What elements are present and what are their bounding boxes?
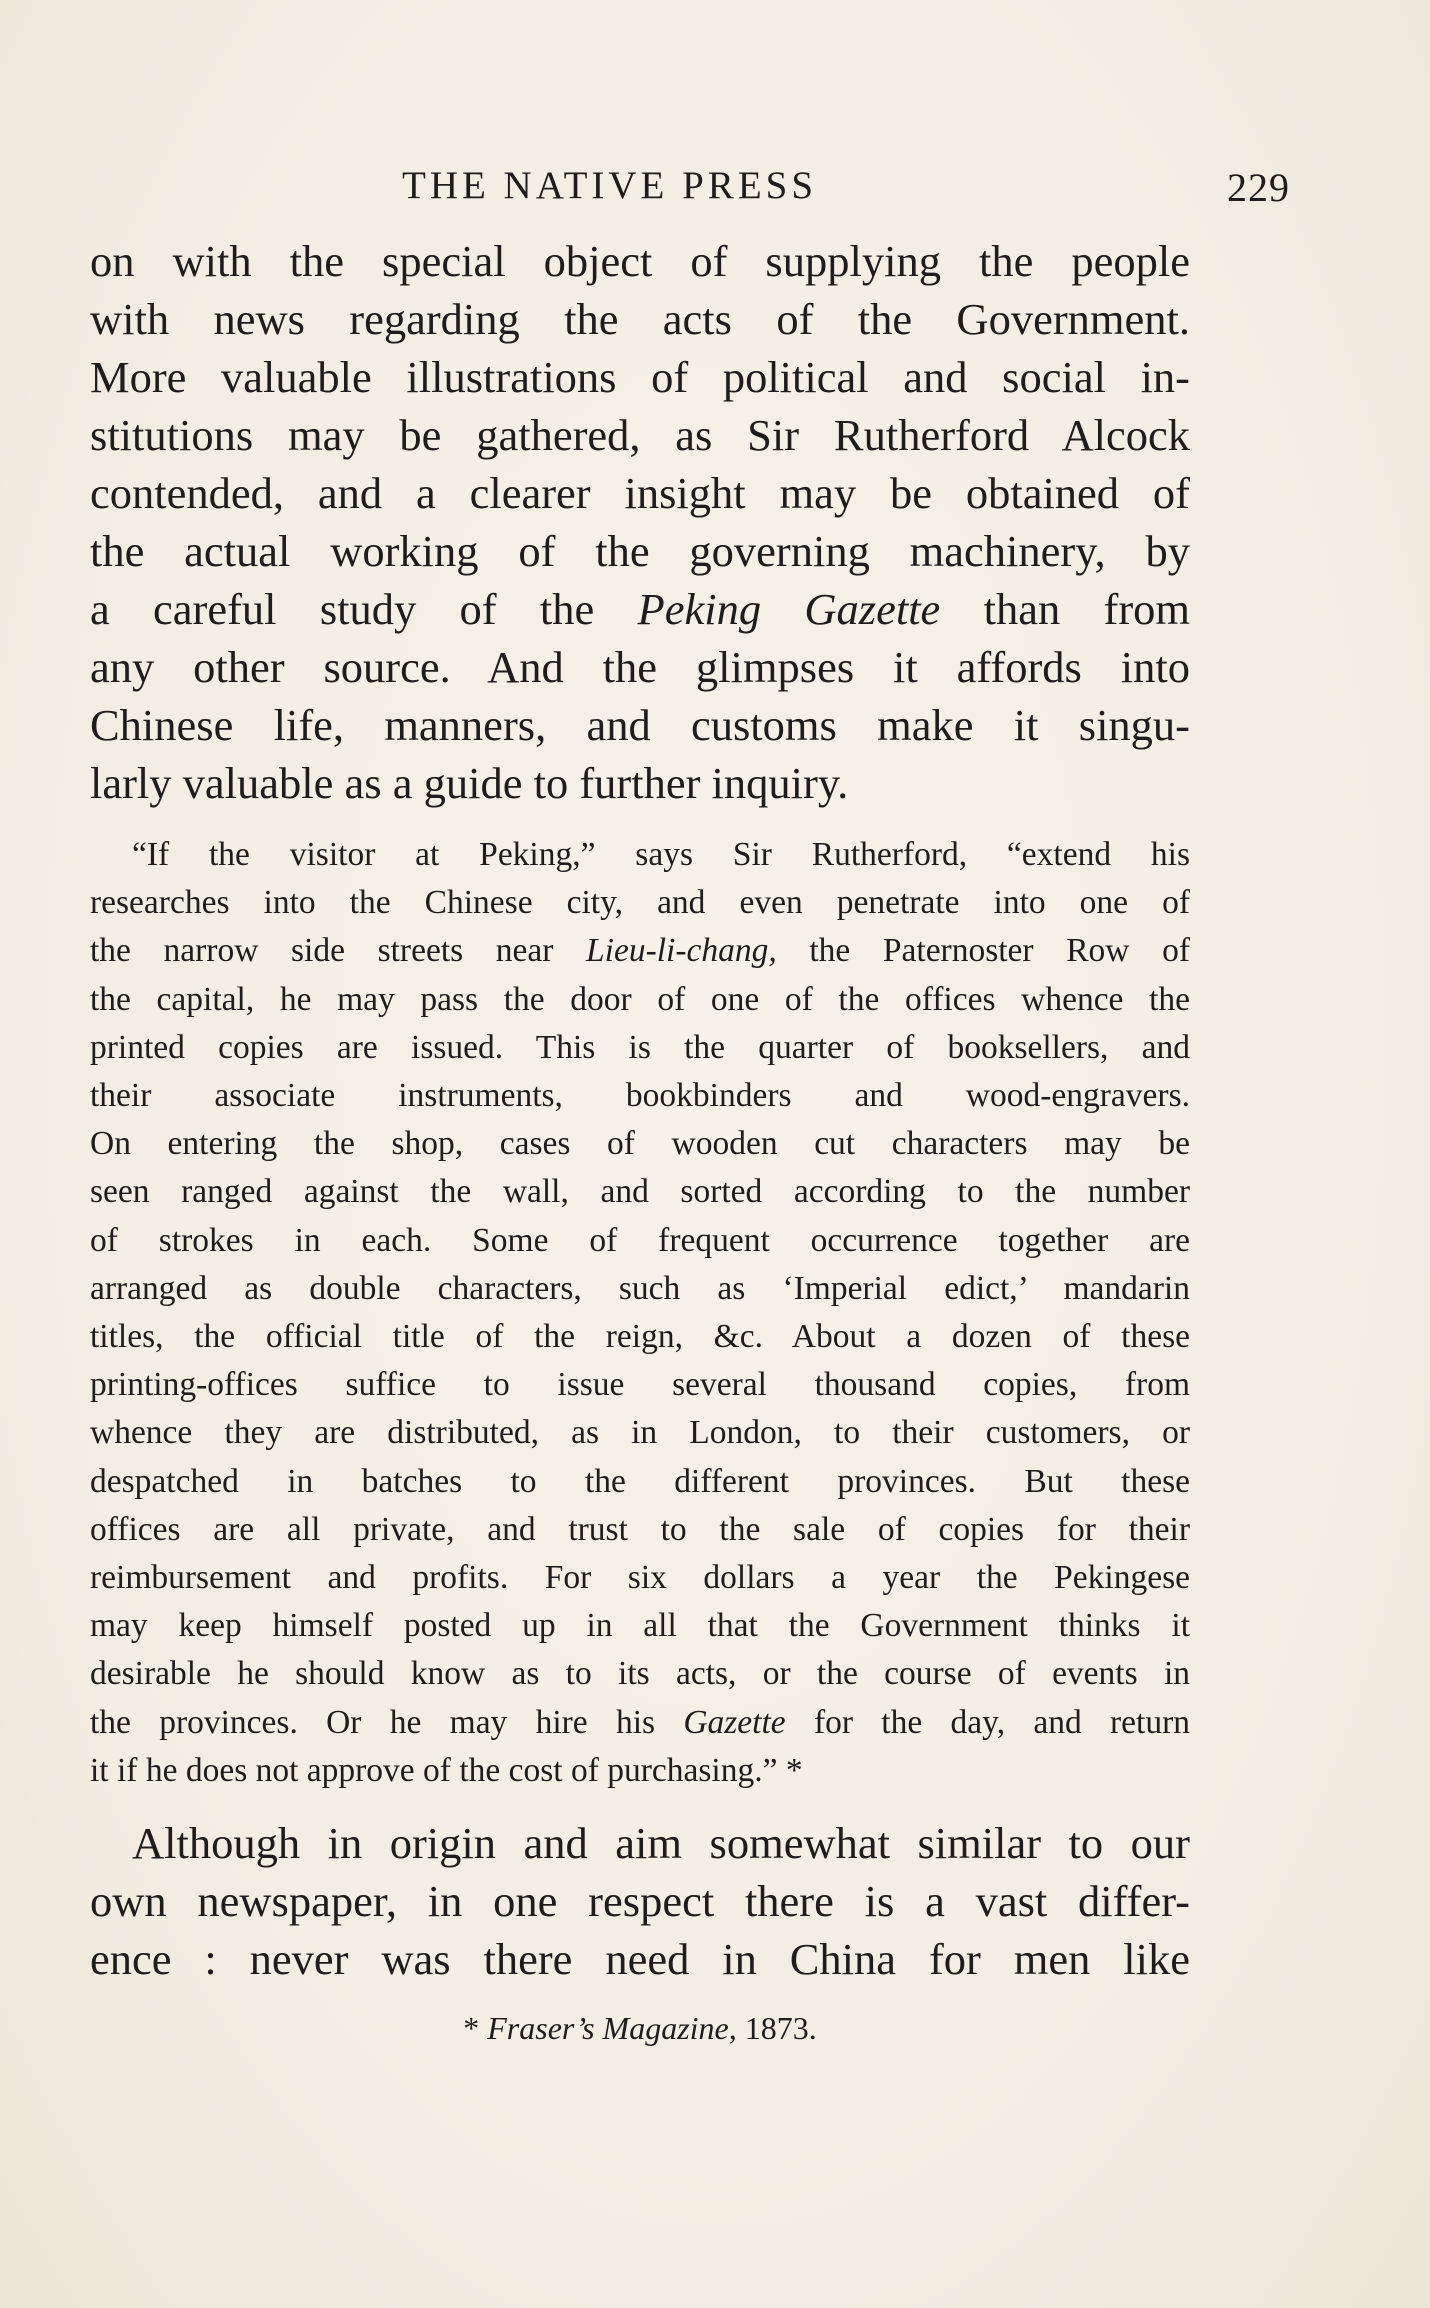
- text-segment: for the day, and return: [785, 1703, 1190, 1741]
- quote-line: On entering the shop, cases of wooden cut characters may be: [90, 1125, 1190, 1163]
- running-title: THE NATIVE PRESS: [402, 164, 818, 207]
- paragraph-continuation: [90, 232, 1190, 812]
- text-line: with news regarding the acts of the Government.: [90, 294, 1190, 344]
- quote-line: despatched in batches to the different provinces. But these: [90, 1462, 1190, 1500]
- italic-title-gazette: Gazette: [683, 1703, 786, 1741]
- text-line: own newspaper, in one respect there is a vast differ-: [90, 1876, 1190, 1926]
- page-number: 229: [1227, 165, 1290, 210]
- footnote-source-title: Fraser’s Magazine,: [487, 2010, 737, 2046]
- quote-line: [90, 1699, 1190, 1747]
- quote-line: desirable he should know as to its acts, or the course of events in: [90, 1655, 1190, 1693]
- quote-line: researches into the Chinese city, and even penetrate into one of: [90, 884, 1190, 922]
- italic-place-name: Lieu-li-chang,: [586, 932, 777, 970]
- quote-line: seen ranged against the wall, and sorted according to the number: [90, 1173, 1190, 1211]
- quote-line: arranged as double characters, such as ‘Imperial edict,’ mandarin: [90, 1269, 1190, 1307]
- quote-line: may keep himself posted up in all that the Government thinks it: [90, 1607, 1190, 1645]
- text-line: [90, 580, 1190, 638]
- text-segment: than from: [940, 584, 1190, 634]
- quote-line: of strokes in each. Some of frequent occurrence together are: [90, 1221, 1190, 1259]
- text-segment: the Paternoster Row of: [776, 932, 1190, 970]
- text-line: the actual working of the governing machinery, by: [90, 526, 1190, 576]
- text-line: contended, and a clearer insight may be obtained of: [90, 468, 1190, 518]
- text-segment: the narrow side streets near: [90, 932, 587, 970]
- quote-line: whence they are distributed, as in London, to their customers, or: [90, 1414, 1190, 1452]
- text-segment: the provinces. Or he may hire his: [90, 1703, 684, 1741]
- quote-line: offices are all private, and trust to the sale of copies for their: [90, 1510, 1190, 1548]
- running-head: [90, 160, 1290, 212]
- text-line: ence : never was there need in China for men like: [90, 1934, 1190, 1984]
- text-line: stitutions may be gathered, as Sir Rutherford Alcock: [90, 410, 1190, 460]
- text-segment: a careful study of the: [90, 584, 638, 634]
- text-line: Chinese life, manners, and customs make it singu-: [90, 700, 1190, 750]
- quote-line: printing-offices suffice to issue several thousand copies, from: [90, 1366, 1190, 1404]
- quote-line: printed copies are issued. This is the quarter of booksellers, and: [90, 1028, 1190, 1066]
- block-quote: [90, 831, 1190, 1795]
- footnote-year: 1873.: [736, 2010, 817, 2046]
- quote-line: “If the visitor at Peking,” says Sir Rutherford, “extend his: [132, 836, 1190, 873]
- footnote-marker: *: [463, 2010, 488, 2046]
- quote-line: the capital, he may pass the door of one of the offices whence the: [90, 980, 1190, 1018]
- quote-line: titles, the official title of the reign, &c. About a dozen of these: [90, 1318, 1190, 1356]
- italic-title-peking-gazette: Peking Gazette: [637, 584, 941, 634]
- quote-line: it if he does not approve of the cost of purchasing.” *: [90, 1751, 803, 1789]
- text-line: any other source. And the glimpses it affords into: [90, 642, 1190, 692]
- paragraph-new: [90, 1814, 1190, 1988]
- text-line: larly valuable as a guide to further inquiry.: [90, 758, 849, 808]
- text-line: on with the special object of supplying the people: [90, 236, 1190, 286]
- quote-line: reimbursement and profits. For six dollars a year the Pekingese: [90, 1559, 1190, 1597]
- text-line: Although in origin and aim somewhat similar to our: [132, 1818, 1190, 1868]
- quote-line: their associate instruments, bookbinders and wood-engravers.: [90, 1077, 1190, 1115]
- quote-line: [90, 927, 1190, 975]
- footnote: [90, 2006, 1190, 2050]
- text-line: More valuable illustrations of political and social in-: [90, 352, 1190, 402]
